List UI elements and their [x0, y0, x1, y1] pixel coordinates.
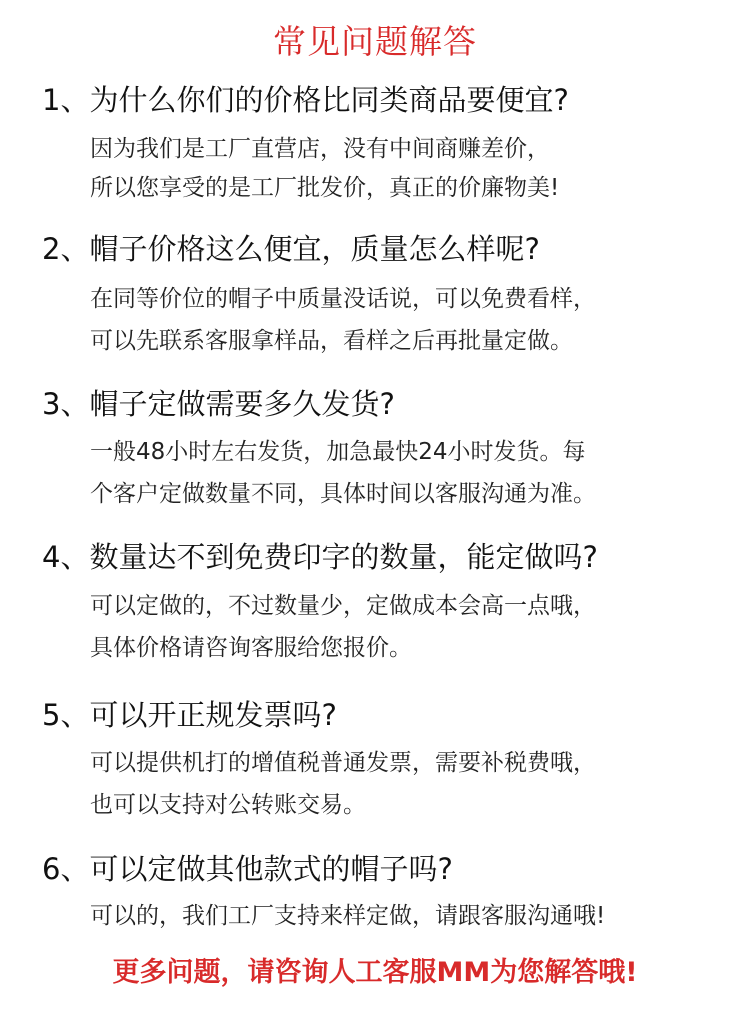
faq-answer-4-line-2: 具体价格请咨询客服给您报价。 — [90, 635, 412, 661]
footer-contact-note: 更多问题，请咨询人工客服MM为您解答哦! — [112, 957, 638, 988]
faq-answer-1-line-1: 因为我们是工厂直营店，没有中间商赚差价， — [90, 136, 550, 162]
faq-question-3: 3、帽子定做需要多久发货? — [42, 387, 395, 421]
faq-answer-4-line-1: 可以定做的，不过数量少，定做成本会高一点哦， — [90, 593, 596, 619]
faq-answer-3-line-1: 一般48小时左右发货，加急最快24小时发货。每 — [90, 439, 586, 465]
faq-question-2: 2、帽子价格这么便宜，质量怎么样呢? — [42, 232, 540, 266]
faq-question-1: 1、为什么你们的价格比同类商品要便宜? — [42, 83, 569, 117]
faq-question-6: 6、可以定做其他款式的帽子吗? — [42, 852, 453, 886]
faq-answer-5-line-1: 可以提供机打的增值税普通发票，需要补税费哦， — [90, 750, 596, 776]
faq-answer-2-line-2: 可以先联系客服拿样品，看样之后再批量定做。 — [90, 328, 573, 354]
faq-answer-6-line-1: 可以的，我们工厂支持来样定做，请跟客服沟通哦! — [90, 903, 606, 929]
page-title: 常见问题解答 — [273, 22, 477, 61]
faq-answer-2-line-1: 在同等价位的帽子中质量没话说，可以免费看样， — [90, 286, 596, 312]
faq-answer-5-line-2: 也可以支持对公转账交易。 — [90, 792, 366, 818]
faq-question-4: 4、数量达不到免费印字的数量，能定做吗? — [42, 540, 598, 574]
faq-question-5: 5、可以开正规发票吗? — [42, 698, 337, 732]
faq-answer-1-line-2: 所以您享受的是工厂批发价，真正的价廉物美! — [90, 175, 560, 201]
faq-answer-3-line-2: 个客户定做数量不同，具体时间以客服沟通为准。 — [90, 481, 596, 507]
